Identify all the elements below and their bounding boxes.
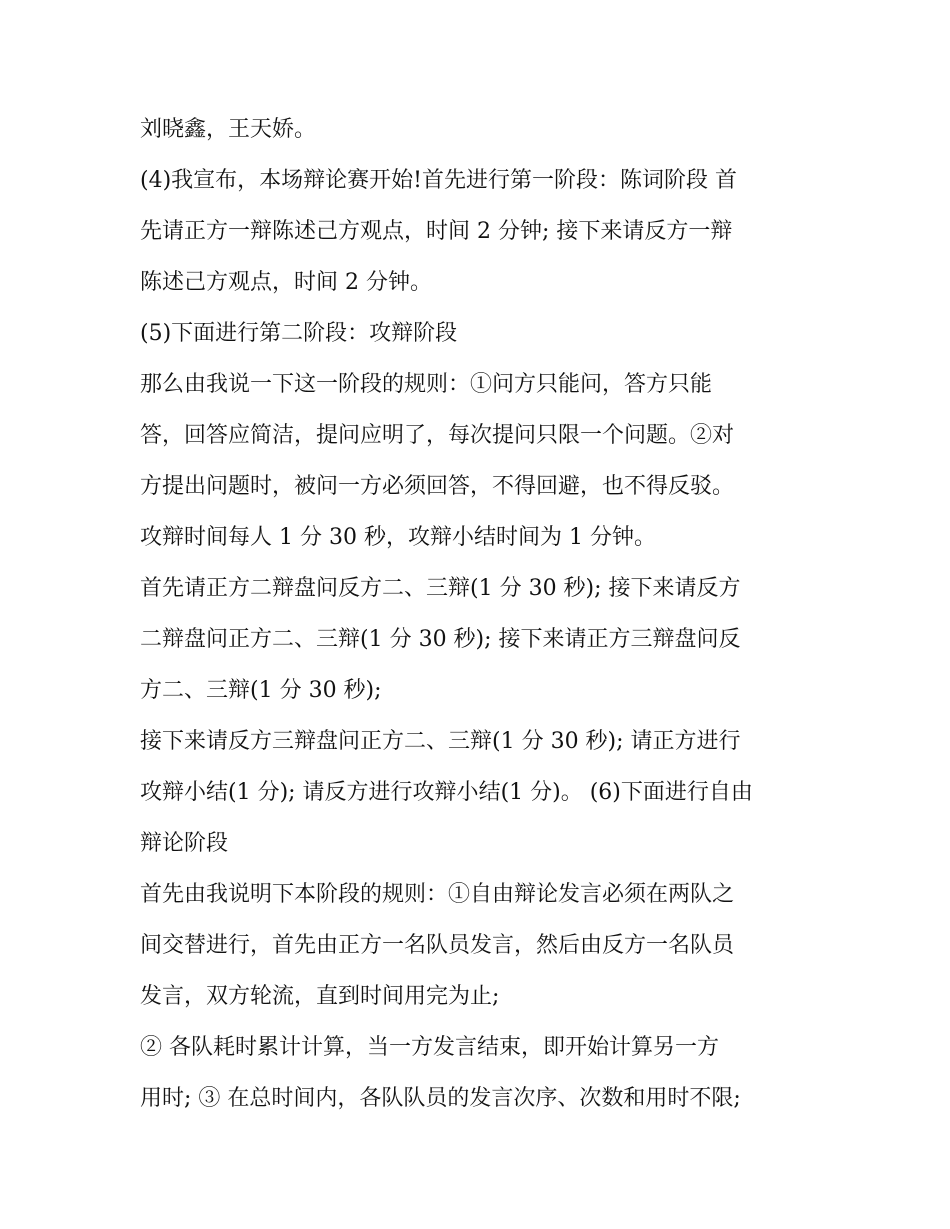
text-line: 接下来请反方三辩盘问正方二、三辩(1 分 30 秒); 请正方进行: [140, 729, 741, 754]
text-line: 答，回答应简洁，提问应明了，每次提问只限一个问题。②对: [140, 423, 735, 448]
text-line: (5)下面进行第二阶段：攻辩阶段: [140, 321, 458, 346]
text-line: 用时; ③ 在总时间内，各队队员的发言次序、次数和用时不限;: [140, 1086, 741, 1111]
text-line: 先请正方一辩陈述己方观点，时间 2 分钟; 接下来请反方一辩: [140, 219, 733, 244]
text-line: 二辩盘问正方二、三辩(1 分 30 秒); 接下来请正方三辩盘问反: [140, 627, 741, 652]
text-line: 发言，双方轮流，直到时间用完为止;: [140, 984, 500, 1009]
text-line: 攻辩时间每人 1 分 30 秒，攻辩小结时间为 1 分钟。: [140, 525, 656, 550]
text-line: 那么由我说一下这一阶段的规则：①问方只能问，答方只能: [140, 372, 713, 397]
text-line: 方提出问题时，被问一方必须回答，不得回避，也不得反驳。: [140, 474, 735, 499]
document-body: [140, 104, 820, 1124]
text-line: 方二、三辩(1 分 30 秒);: [140, 678, 382, 703]
text-line: 间交替进行，首先由正方一名队员发言，然后由反方一名队员: [140, 933, 735, 958]
text-line: 首先由我说明下本阶段的规则：①自由辩论发言必须在两队之: [140, 882, 735, 907]
text-line: 攻辩小结(1 分); 请反方进行攻辩小结(1 分)。 (6)下面进行自由: [140, 780, 753, 805]
text-line: 陈述己方观点，时间 2 分钟。: [140, 270, 432, 295]
text-line: 首先请正方二辩盘问反方二、三辩(1 分 30 秒); 接下来请反方: [140, 576, 741, 601]
text-line: 刘晓鑫，王天娇。: [140, 117, 317, 142]
text-line: (4)我宣布，本场辩论赛开始!首先进行第一阶段：陈词阶段 首: [140, 168, 737, 193]
text-line: 辩论阶段: [140, 831, 229, 856]
text-line: ② 各队耗时累计计算，当一方发言结束，即开始计算另一方: [140, 1035, 719, 1060]
